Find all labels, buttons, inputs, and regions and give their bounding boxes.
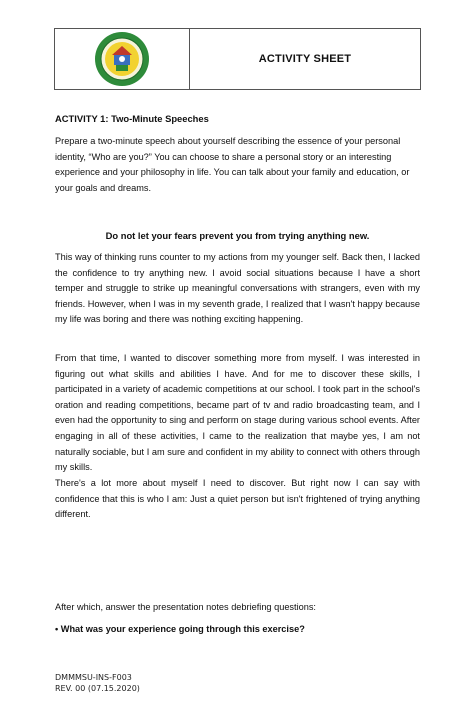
logo-cell <box>55 29 190 89</box>
sheet-title: ACTIVITY SHEET <box>258 53 352 65</box>
speech-paragraph: There's a lot more about myself I need to discover. But right now I can say with confidence that this is who I am: Just a quiet person but isn't frightened of trying anything different. <box>55 478 420 520</box>
debrief-question: • What was your experience going through this exercise? <box>55 624 305 634</box>
speech-paragraph: From that time, I wanted to discover something more from myself. I was interested in figuring out what skills and abilities I have. And for me to discover these skills, I participated in a variety of academic competitions at our school. I took part in the school's oration and reading competitions, became part of tv and radio broadcasting team, and I even had the opportunity to sing and perform on stage during various school events. After engaging in all of these activities, I came to the realization that maybe yes, I am not naturally sociable, but I am sure and confident in my ability to connect with others through my skills. <box>55 353 420 473</box>
form-code: DMMMSU-INS-F003 <box>55 673 132 682</box>
form-footer <box>55 673 140 694</box>
activity-title: ACTIVITY 1: Two-Minute Speeches <box>55 113 209 124</box>
speech-heading: Do not let your fears prevent you from trying anything new. <box>105 230 370 241</box>
activity-instructions: Prepare a two-minute speech about yourself describing the essence of your personal identity, “Who are you?” You can choose to share a personal story or an interesting experience and your philosophy in life. You can talk about your family and education, or your goals and dreams. <box>55 136 410 193</box>
header-table <box>54 28 421 90</box>
speech-paragraph: This way of thinking runs counter to my actions from my younger self. Back then, I lacked the confidence to try anything new. I avoid social situations because I have a short temper and struggle to strike up meaningful conversations with strangers, even with my friends. However, when I was in my seventh grade, I realized that I wasn't happy because my life was boring and there was nothing exciting happening. <box>55 252 420 325</box>
form-revision: REV. 00 (07.15.2020) <box>55 683 140 693</box>
debrief-intro: After which, answer the presentation notes debriefing questions: <box>55 602 316 612</box>
university-seal-icon <box>94 31 150 87</box>
